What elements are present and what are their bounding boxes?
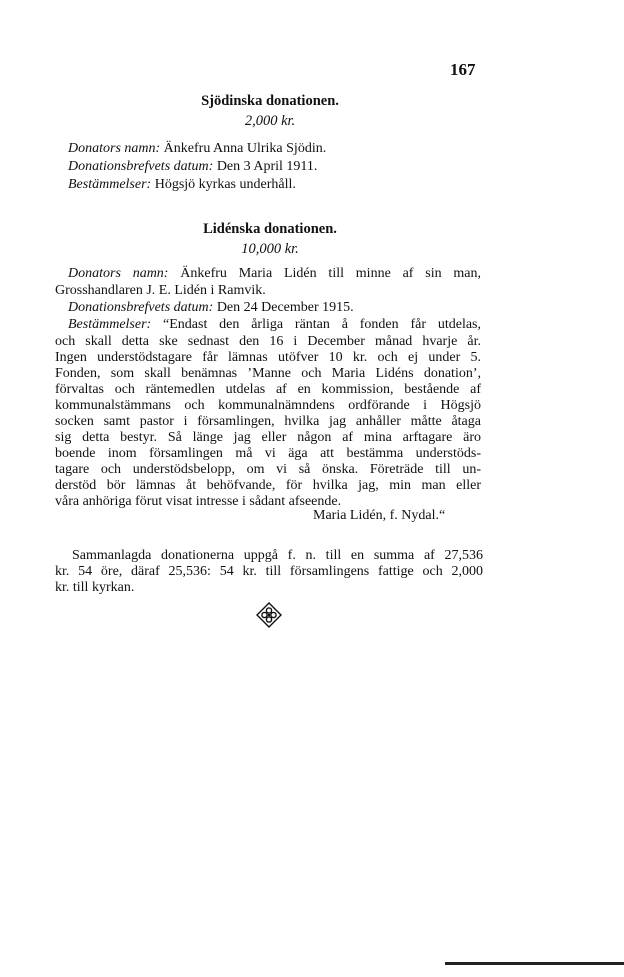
quote-line: och skall detta ske sednast den 16 i December månad hvarje år. (55, 334, 481, 349)
quote-line: Ingen understödstagare får lämnas utöfver 10 kr. och ej under 5. (55, 350, 481, 365)
section-heading-sjodinska: Sjödinska donationen. (201, 93, 339, 109)
summary-line: kr. till kyrkan. (55, 580, 135, 595)
datum-label: Donationsbrefvets datum: (68, 159, 214, 174)
donator-continuation: Grosshandlaren J. E. Lidén i Ramvik. (55, 283, 266, 298)
datum-line (68, 159, 317, 175)
quote-line: sig detta bestyr. Så länge jag eller någon af mina arftagare äro (55, 430, 481, 445)
quote-line: tagare och understödsbelopp, om vi så önska. Företräde till un- (55, 462, 481, 477)
quote-line: derstöd bör lämnas åt behöfvande, för hvilka jag, min man eller (55, 478, 481, 493)
section-amount-sjodinska: 2,000 kr. (244, 113, 296, 129)
datum-line (68, 300, 354, 316)
datum-label: Donationsbrefvets datum: (68, 300, 214, 315)
donator-line (68, 266, 481, 282)
datum-value: Den 24 December 1915. (213, 300, 354, 315)
diamond-flower-ornament-icon (256, 602, 282, 628)
quote-line: socken samt pastor i församlingen, hvilka jag anhåller måtte åtaga (55, 414, 481, 429)
quote-line: “Endast den årliga räntan å fonden får utdelas, (151, 317, 481, 332)
donator-label: Donators namn: (68, 266, 169, 281)
quote-line: Fonden, som skall benämnas ’Manne och Maria Lidéns donation’, (55, 366, 481, 381)
bestammelser-line (68, 317, 481, 333)
page-edge-rule (445, 962, 624, 965)
bestammelser-line (68, 177, 296, 193)
section-amount-lidenska: 10,000 kr. (241, 241, 299, 257)
quote-line: boende inom församlingen må vi äga att bestämma understöds- (55, 446, 481, 461)
donator-value: Änkefru Anna Ulrika Sjödin. (160, 141, 327, 156)
quote-line: kommunalstämmans och kommunalnämndens ordförande i Högsjö (55, 398, 481, 413)
section-heading-lidenska: Lidénska donationen. (203, 221, 337, 237)
bestammelser-label: Bestämmelser: (68, 317, 152, 332)
signature: Maria Lidén, f. Nydal.“ (313, 508, 446, 523)
donator-value: Änkefru Maria Lidén till minne af sin man, (168, 266, 482, 281)
page-number: 167 (450, 60, 476, 79)
summary-line: Sammanlagda donationerna uppgå f. n. till en summa af 27,536 (72, 548, 483, 563)
summary-line: kr. 54 öre, däraf 25,536: 54 kr. till församlingens fattige och 2,000 (55, 564, 483, 579)
quote-line: förvaltas och räntemedlen utdelas af en kommission, bestående af (55, 382, 481, 397)
quote-line: våra anhöriga förut visat intresse i sådant afseende. (55, 494, 342, 509)
bestammelser-label: Bestämmelser: (68, 177, 152, 192)
datum-value: Den 3 April 1911. (213, 159, 318, 174)
bestammelser-value: Högsjö kyrkas underhåll. (151, 177, 296, 192)
donator-line (68, 141, 326, 157)
donator-label: Donators namn: (68, 141, 161, 156)
